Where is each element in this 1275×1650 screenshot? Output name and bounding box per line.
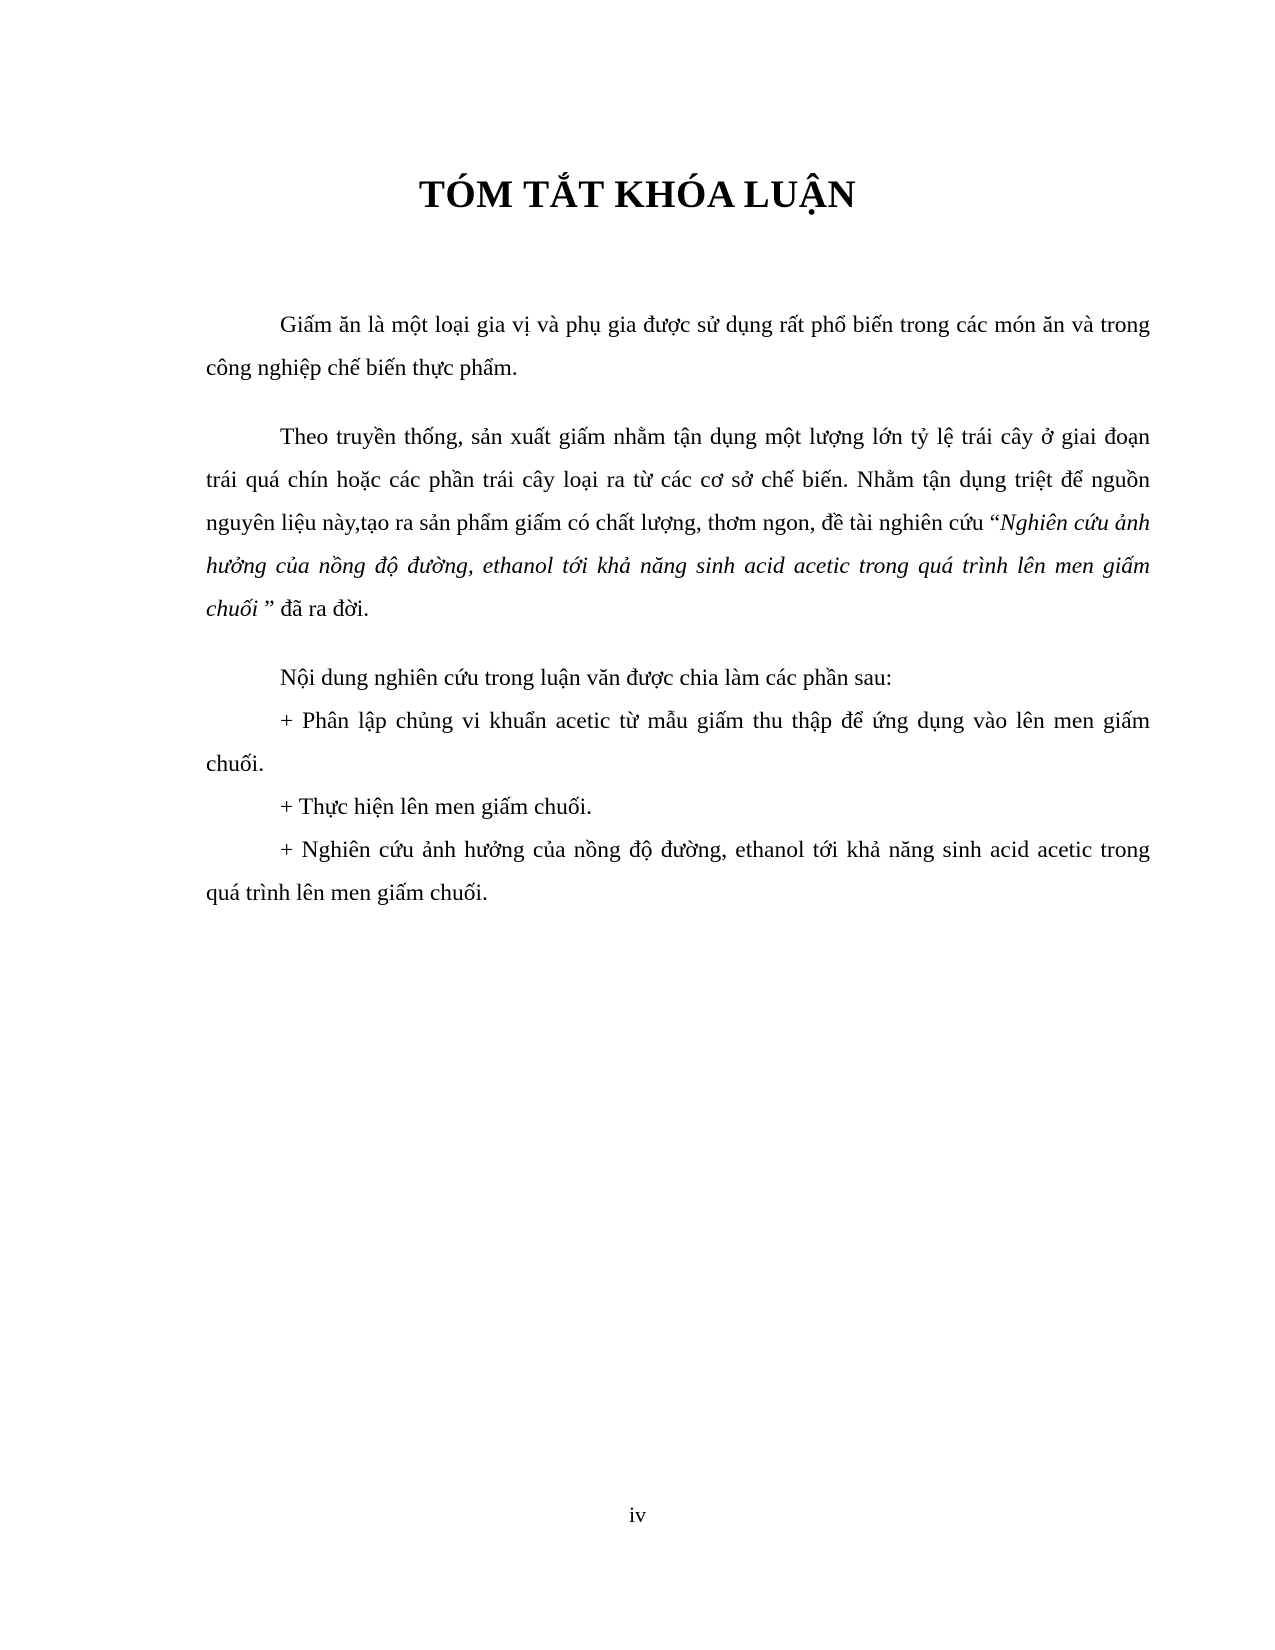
list-item: + Nghiên cứu ảnh hưởng của nồng độ đường, ethanol tới khả năng sinh acid acetic trong quá trình lên men giấm chuối. [206, 837, 1150, 906]
page-number: iv [628, 1502, 647, 1527]
page-title: TÓM TẮT KHÓA LUẬN [418, 173, 857, 216]
paragraph-intro: Giấm ăn là một loại gia vị và phụ gia được sử dụng rất phổ biến trong các món ăn và trong công nghiệp chế biến thực phẩm. [206, 312, 1150, 381]
paragraph-background-text: Theo truyền thống, sản xuất giấm nhằm tận dụng một lượng lớn tỷ lệ trái cây ở giai đoạn trái quá chín hoặc các phần trái cây loại ra từ các cơ sở chế biến. Nhằm tận dụng triệt để nguồn nguyên liệu này,tạo ra sản phẩm giấm có chất lượng, thơm ngon, đề tài nghiên cứu “ [206, 424, 1150, 536]
body-text [206, 304, 1150, 915]
paragraph-content-intro: Nội dung nghiên cứu trong luận văn được chia làm các phần sau: [280, 665, 893, 691]
list-item: + Thực hiện lên men giấm chuối. [280, 794, 593, 820]
paragraph-background [206, 416, 1150, 631]
thesis-topic-title: Nghiên cứu ảnh hưởng của nồng độ đường, ethanol tới khả năng sinh acid acetic trong quá trình lên men giấm chuối [206, 510, 1150, 622]
paragraph-background-end: ” đã ra đời. [258, 596, 370, 622]
list-item: + Phân lập chủng vi khuẩn acetic từ mẫu giấm thu thập để ứng dụng vào lên men giấm chuối. [206, 708, 1150, 777]
